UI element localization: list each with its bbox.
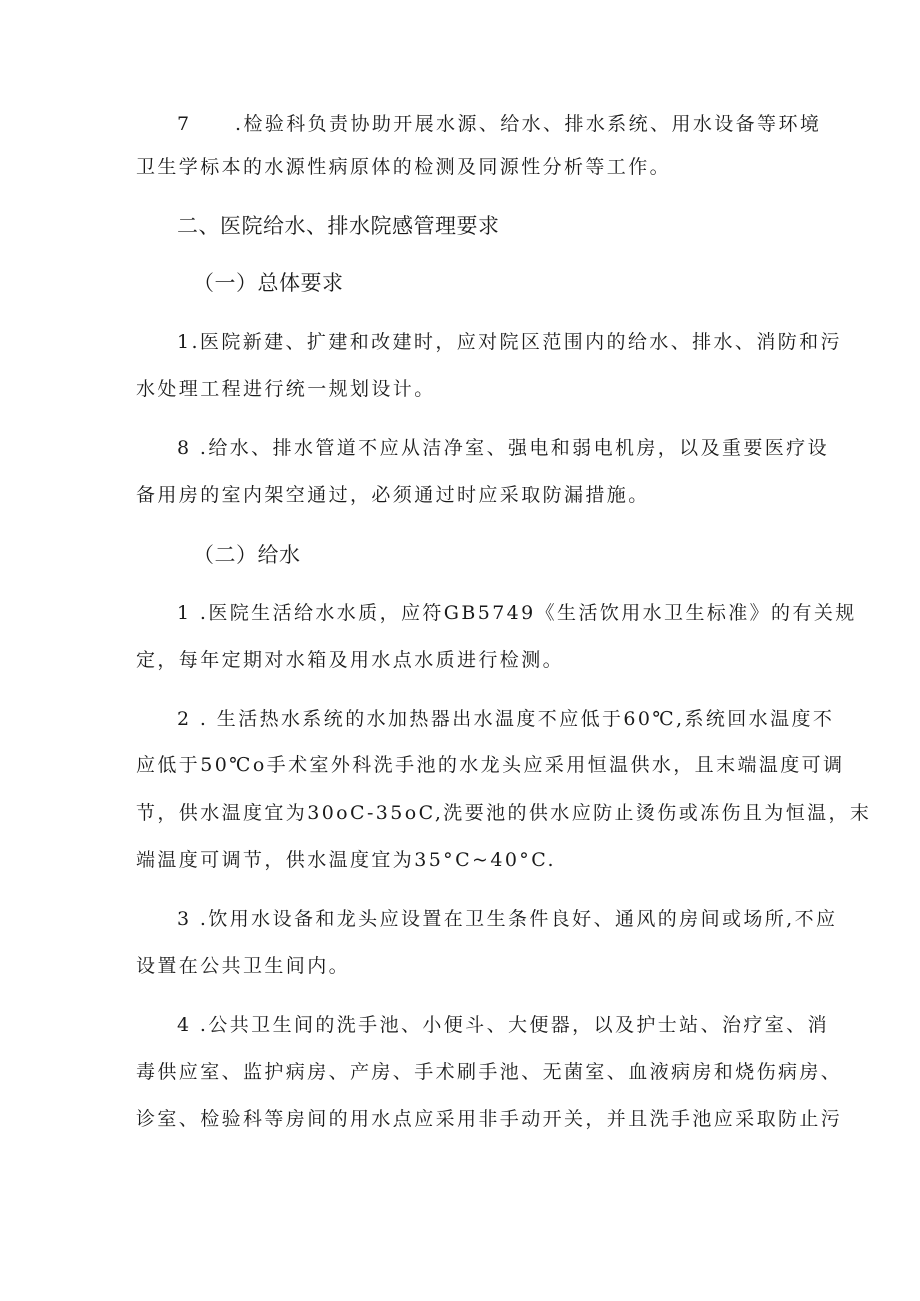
water-item-2-line-4: 端温度可调节，供水温度宜为35°C~40°C.	[136, 849, 556, 871]
water-item-2-line-1: 2 . 生活热水系统的水加热器出水温度不应低于60℃,系统回水温度不	[177, 708, 835, 730]
general-item-8-line-1: 8 .给水、排水管道不应从洁净室、强电和弱电机房，以及重要医疗设	[177, 437, 829, 459]
general-item-8-line-2: 备用房的室内架空通过，必须通过时应采取防漏措施。	[136, 484, 650, 506]
water-item-2-line-2: 应低于50℃o手术室外科洗手池的水龙头应采用恒温供水，且末端温度可调	[136, 754, 845, 776]
item-number: 7	[177, 113, 192, 135]
water-item-1-line-2: 定，每年定期对水箱及用水点水质进行检测。	[136, 649, 565, 671]
paragraph-7-line-2: 卫生学标本的水源性病原体的检测及同源性分析等工作。	[136, 156, 672, 178]
subsection-general-requirements-heading: （一）总体要求	[193, 271, 344, 295]
water-item-3-line-1: 3 .饮用水设备和龙头应设置在卫生条件良好、通风的房间或场所,不应	[177, 908, 838, 930]
section-2-heading: 二、医院给水、排水院感管理要求	[177, 214, 500, 238]
subsection-water-supply-heading: （二）给水	[193, 543, 301, 567]
water-item-2-line-3: 节，供水温度宜为30oC-35oC,洗要池的供水应防止烫伤或冻伤且为恒温，末	[136, 802, 872, 824]
water-item-3-line-2: 设置在公共卫生间内。	[136, 955, 351, 977]
general-item-1-line-1: 1.医院新建、扩建和改建时，应对院区范围内的给水、排水、消防和污	[177, 331, 842, 353]
water-item-4-line-2: 毒供应室、监护病房、产房、手术刷手池、无菌室、血液病房和烧伤病房、	[136, 1061, 843, 1083]
water-item-4-line-3: 诊室、检验科等房间的用水点应采用非手动开关，并且洗手池应采取防止污	[136, 1108, 843, 1130]
water-item-4-line-1: 4 .公共卫生间的洗手池、小便斗、大便器，以及护士站、治疗室、消	[177, 1014, 829, 1036]
paragraph-7-line-1: 7 .检验科负责协助开展水源、给水、排水系统、用水设备等环境	[177, 113, 822, 135]
general-item-1-line-2: 水处理工程进行统一规划设计。	[136, 378, 436, 400]
water-item-1-line-1: 1 .医院生活给水水质，应符GB5749《生活饮用水卫生标准》的有关规	[177, 602, 857, 624]
